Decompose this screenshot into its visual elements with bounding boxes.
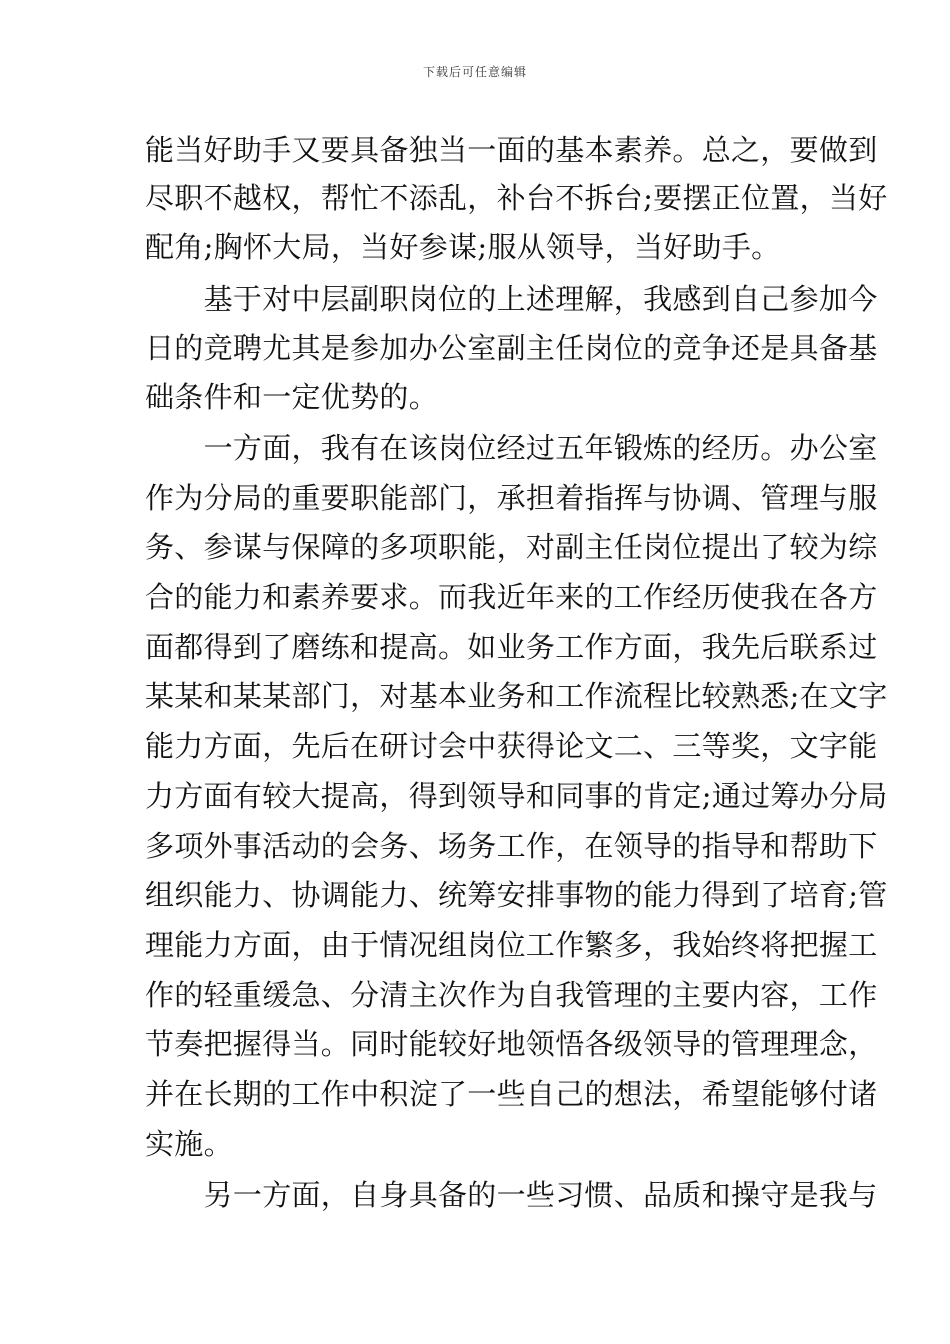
text-line: 务、参谋与保障的多项职能，对副主任岗位提出了较为综 (145, 530, 878, 564)
text-line: 作的轻重缓急、分清主次作为自我管理的主要内容，工作 (145, 978, 878, 1012)
text-line: 基于对中层副职岗位的上述理解，我感到自己参加今 (145, 282, 878, 316)
text-line: 并在长期的工作中积淀了一些自己的想法，希望能够付诸 (145, 1077, 878, 1111)
text-line: 理能力方面，由于情况组岗位工作繁多，我始终将把握工 (145, 928, 878, 962)
text-line: 一方面，我有在该岗位经过五年锻炼的经历。办公室 (145, 431, 878, 465)
text-line: 作为分局的重要职能部门，承担着指挥与协调、管理与服 (145, 481, 878, 515)
text-line: 能当好助手又要具备独当一面的基本素养。总之，要做到 (145, 133, 878, 167)
text-line: 尽职不越权，帮忙不添乱，补台不拆台;要摆正位置，当好 (145, 181, 888, 215)
text-line: 某某和某某部门，对基本业务和工作流程比较熟悉;在文字 (145, 679, 888, 713)
text-line: 组织能力、协调能力、统筹安排事物的能力得到了培育;管 (145, 878, 888, 912)
text-line: 面都得到了磨练和提高。如业务工作方面，我先后联系过 (145, 630, 878, 664)
text-line: 能力方面，先后在研讨会中获得论文二、三等奖，文字能 (145, 729, 878, 763)
text-line: 合的能力和素养要求。而我近年来的工作经历使我在各方 (145, 580, 878, 614)
text-line: 另一方面，自身具备的一些习惯、品质和操守是我与 (145, 1178, 878, 1212)
page-header: 下载后可任意编辑 (422, 65, 527, 79)
text-line: 日的竞聘尤其是参加办公室副主任岗位的竞争还是具备基 (145, 331, 878, 365)
text-line: 配角;胸怀大局，当好参谋;服从领导，当好助手。 (145, 230, 781, 264)
text-line: 础条件和一定优势的。 (145, 380, 439, 414)
text-line: 多项外事活动的会务、场务工作，在领导的指导和帮助下 (145, 829, 878, 863)
text-line: 实施。 (145, 1127, 233, 1161)
text-line: 力方面有较大提高，得到领导和同事的肯定;通过筹办分局 (145, 779, 888, 813)
text-line: 节奏把握得当。同时能较好地领悟各级领导的管理理念， (145, 1027, 878, 1061)
